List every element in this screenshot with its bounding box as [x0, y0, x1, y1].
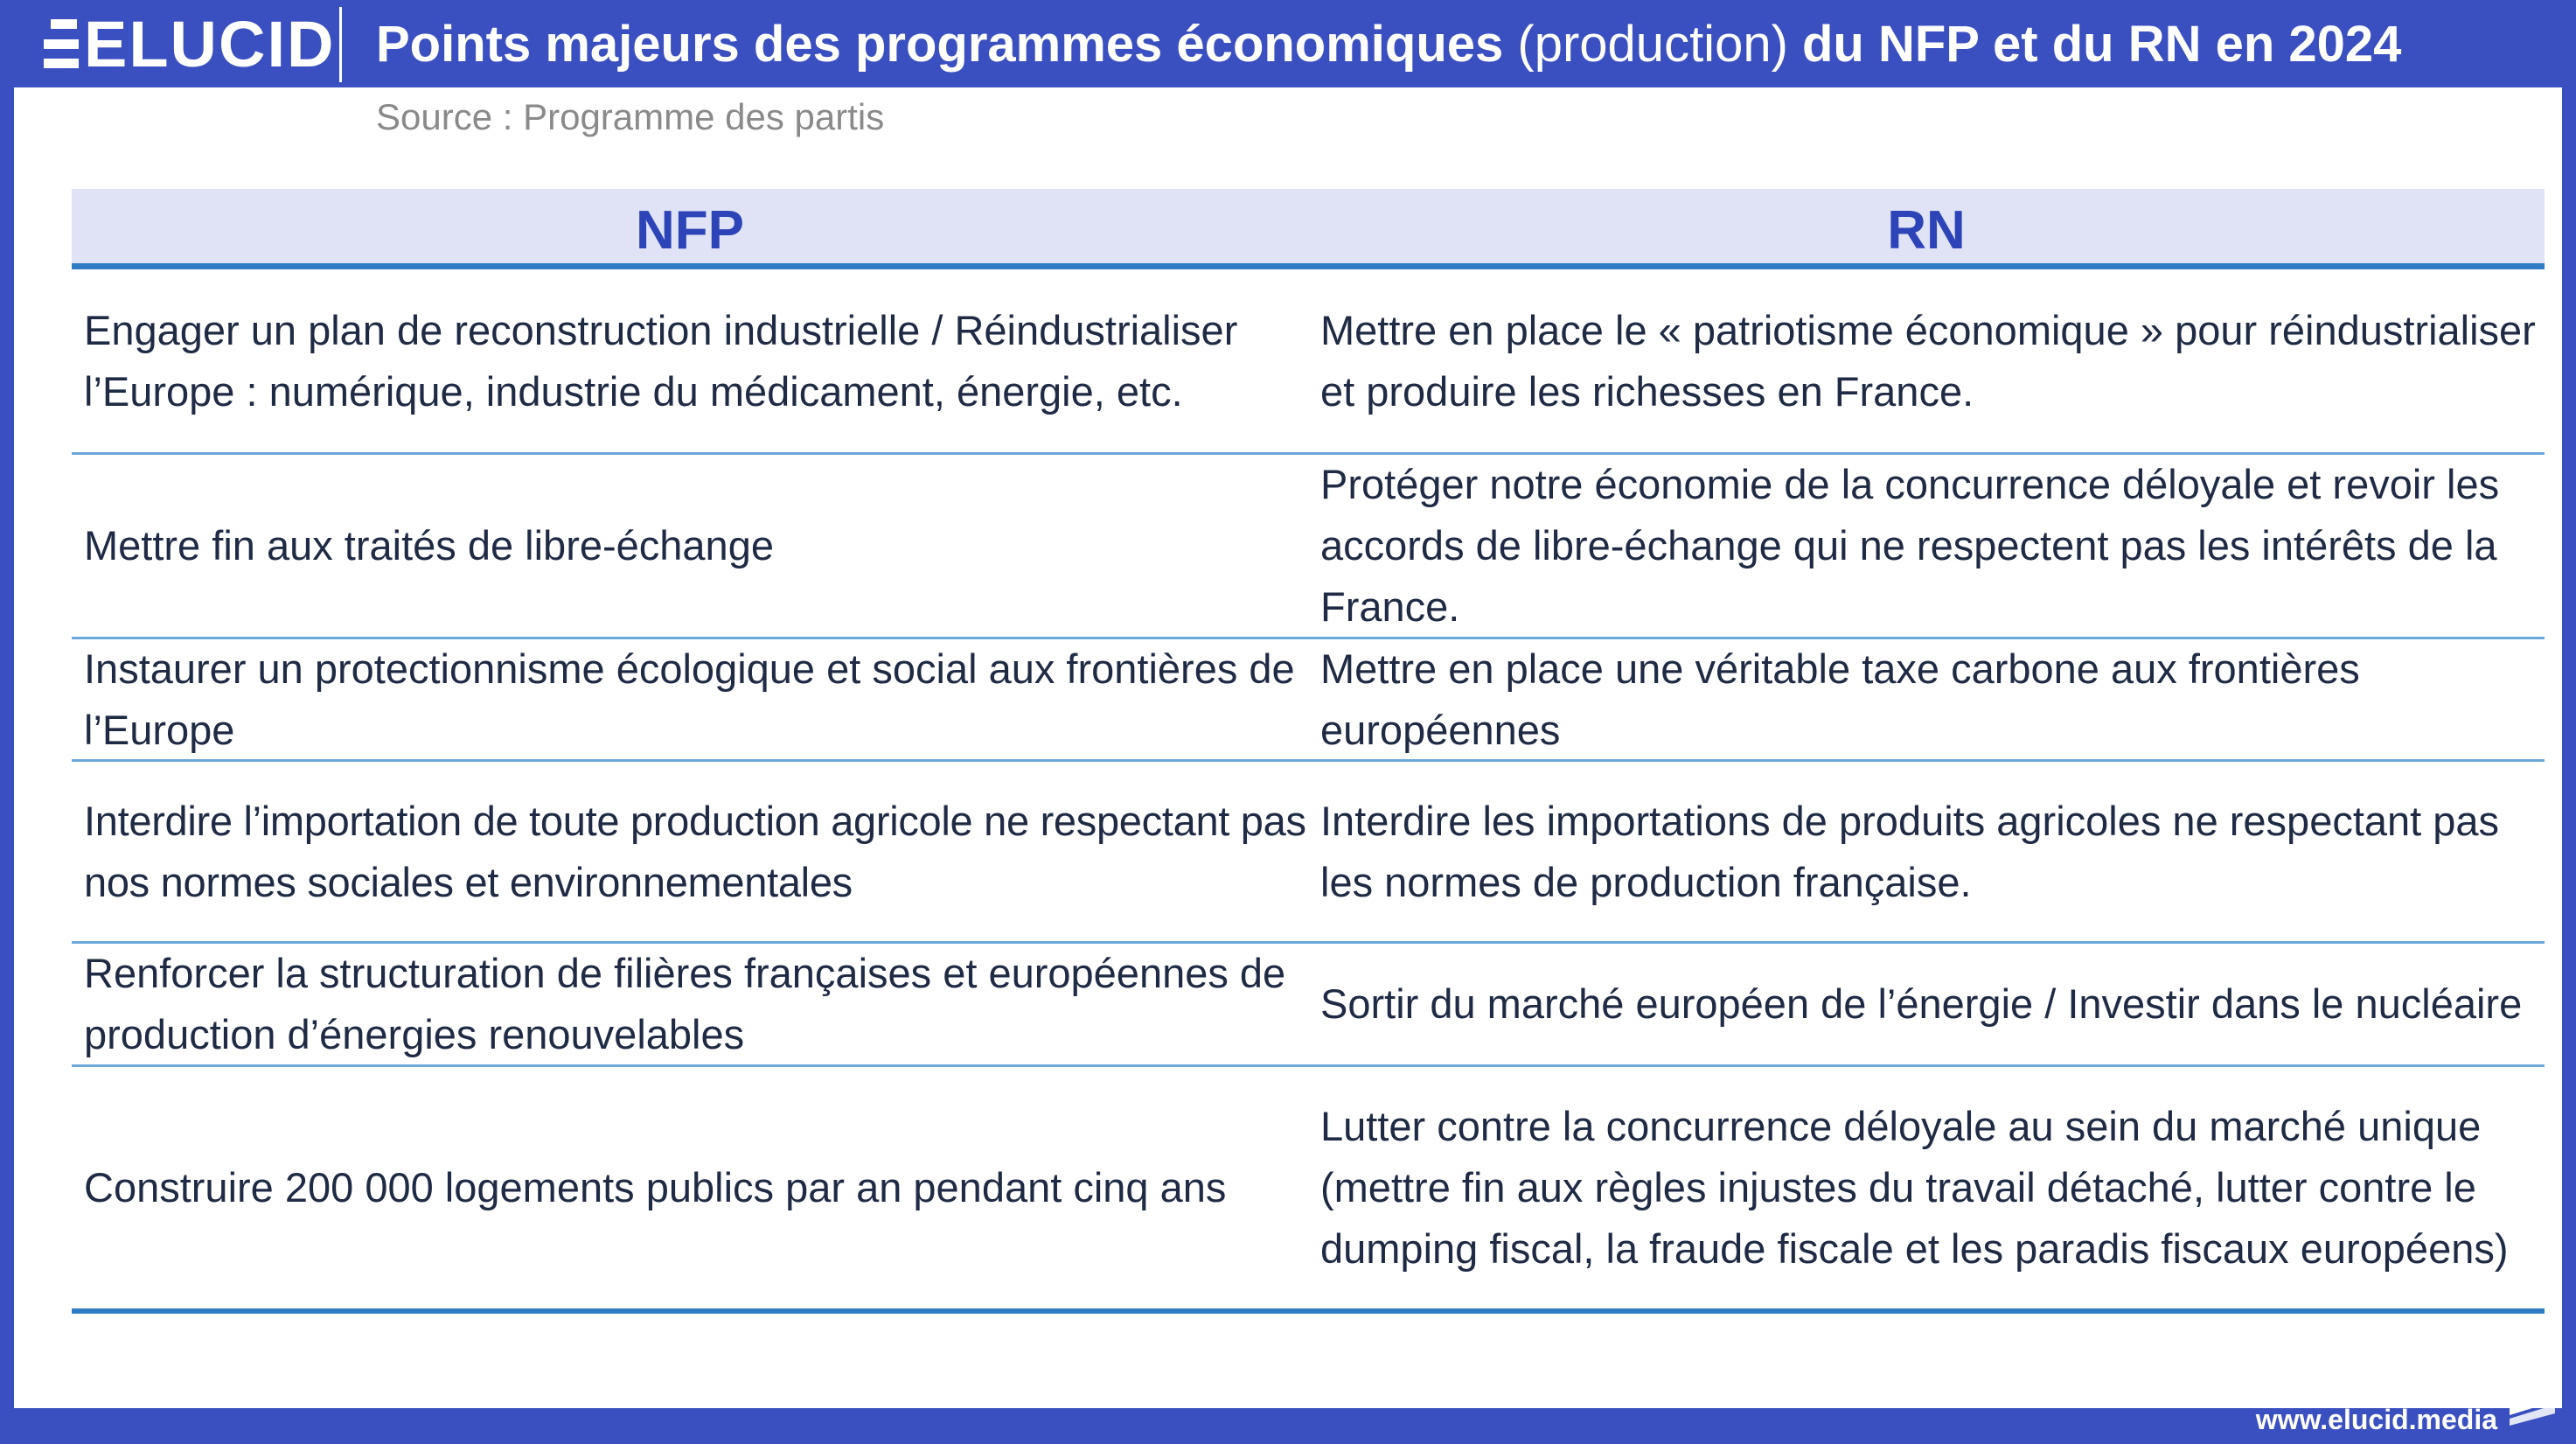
content-panel — [14, 87, 2562, 1408]
title-part-1: Points majeurs des programmes économiques — [376, 15, 1518, 73]
nfp-cell: Construire 200 000 logements publics par an pendant cinq ans — [84, 1164, 1227, 1210]
column-header-rn: RN — [1887, 200, 1966, 261]
title-part-light: (production) — [1517, 15, 1788, 73]
table-row — [72, 639, 2545, 762]
rn-cell: Protéger notre économie de la concurrence déloyale et revoir les accords de libre-échange qui ne respectent pas les intérêts de la France. — [1320, 461, 2500, 630]
brand-name: ELUCID — [84, 7, 336, 80]
table-row — [72, 455, 2545, 639]
brand-logo — [0, 0, 337, 87]
table-row — [72, 944, 2545, 1067]
header-divider — [339, 7, 342, 82]
page-title — [376, 0, 2401, 87]
column-header-nfp: NFP — [636, 200, 744, 261]
nfp-cell: Instaurer un protectionnisme écologique et social aux frontières de l’Europe — [84, 645, 1295, 753]
rn-cell: Mettre en place une véritable taxe carbone aux frontières européennes — [1320, 645, 2360, 753]
source-note: Source : Programme des partis — [376, 96, 885, 137]
logo-bars-icon — [44, 19, 79, 68]
nfp-cell: Renforcer la structuration de filières françaises et européennes de production d’énergies renouvelables — [84, 950, 1286, 1057]
title-part-2: du NFP et du RN en 2024 — [1787, 15, 2402, 73]
flag-mark-icon — [2506, 1389, 2559, 1427]
rn-cell: Sortir du marché européen de l’énergie / Investir dans le nucléaire — [1320, 980, 2523, 1027]
table-row — [72, 269, 2545, 455]
nfp-cell: Interdire l’importation de toute production agricole ne respectant pas nos normes sociales et environnementales — [84, 797, 1306, 905]
footer-url: www.elucid.media — [2255, 1404, 2497, 1435]
table-row — [72, 762, 2545, 944]
comparison-table — [72, 189, 2545, 1314]
rn-cell: Mettre en place le « patriotisme économique » pour réindustrialiser et produire les richesses en France. — [1320, 306, 2536, 415]
header-bar — [0, 0, 2576, 87]
nfp-cell: Engager un plan de reconstruction industrielle / Réindustrialiser l’Europe : numérique, industrie du médicament, énergie, etc. — [84, 306, 1238, 415]
nfp-cell: Mettre fin aux traités de libre-échange — [84, 522, 774, 569]
table-header — [72, 189, 2545, 269]
rn-cell: Lutter contre la concurrence déloyale au sein du marché unique (mettre fin aux règles injustes du travail détaché, lutter contre le dumping fiscal, la fraude fiscale et les paradis fiscaux européens) — [1320, 1103, 2509, 1272]
rn-cell: Interdire les importations de produits agricoles ne respectant pas les normes de production française. — [1320, 797, 2500, 905]
table-row — [72, 1067, 2545, 1314]
